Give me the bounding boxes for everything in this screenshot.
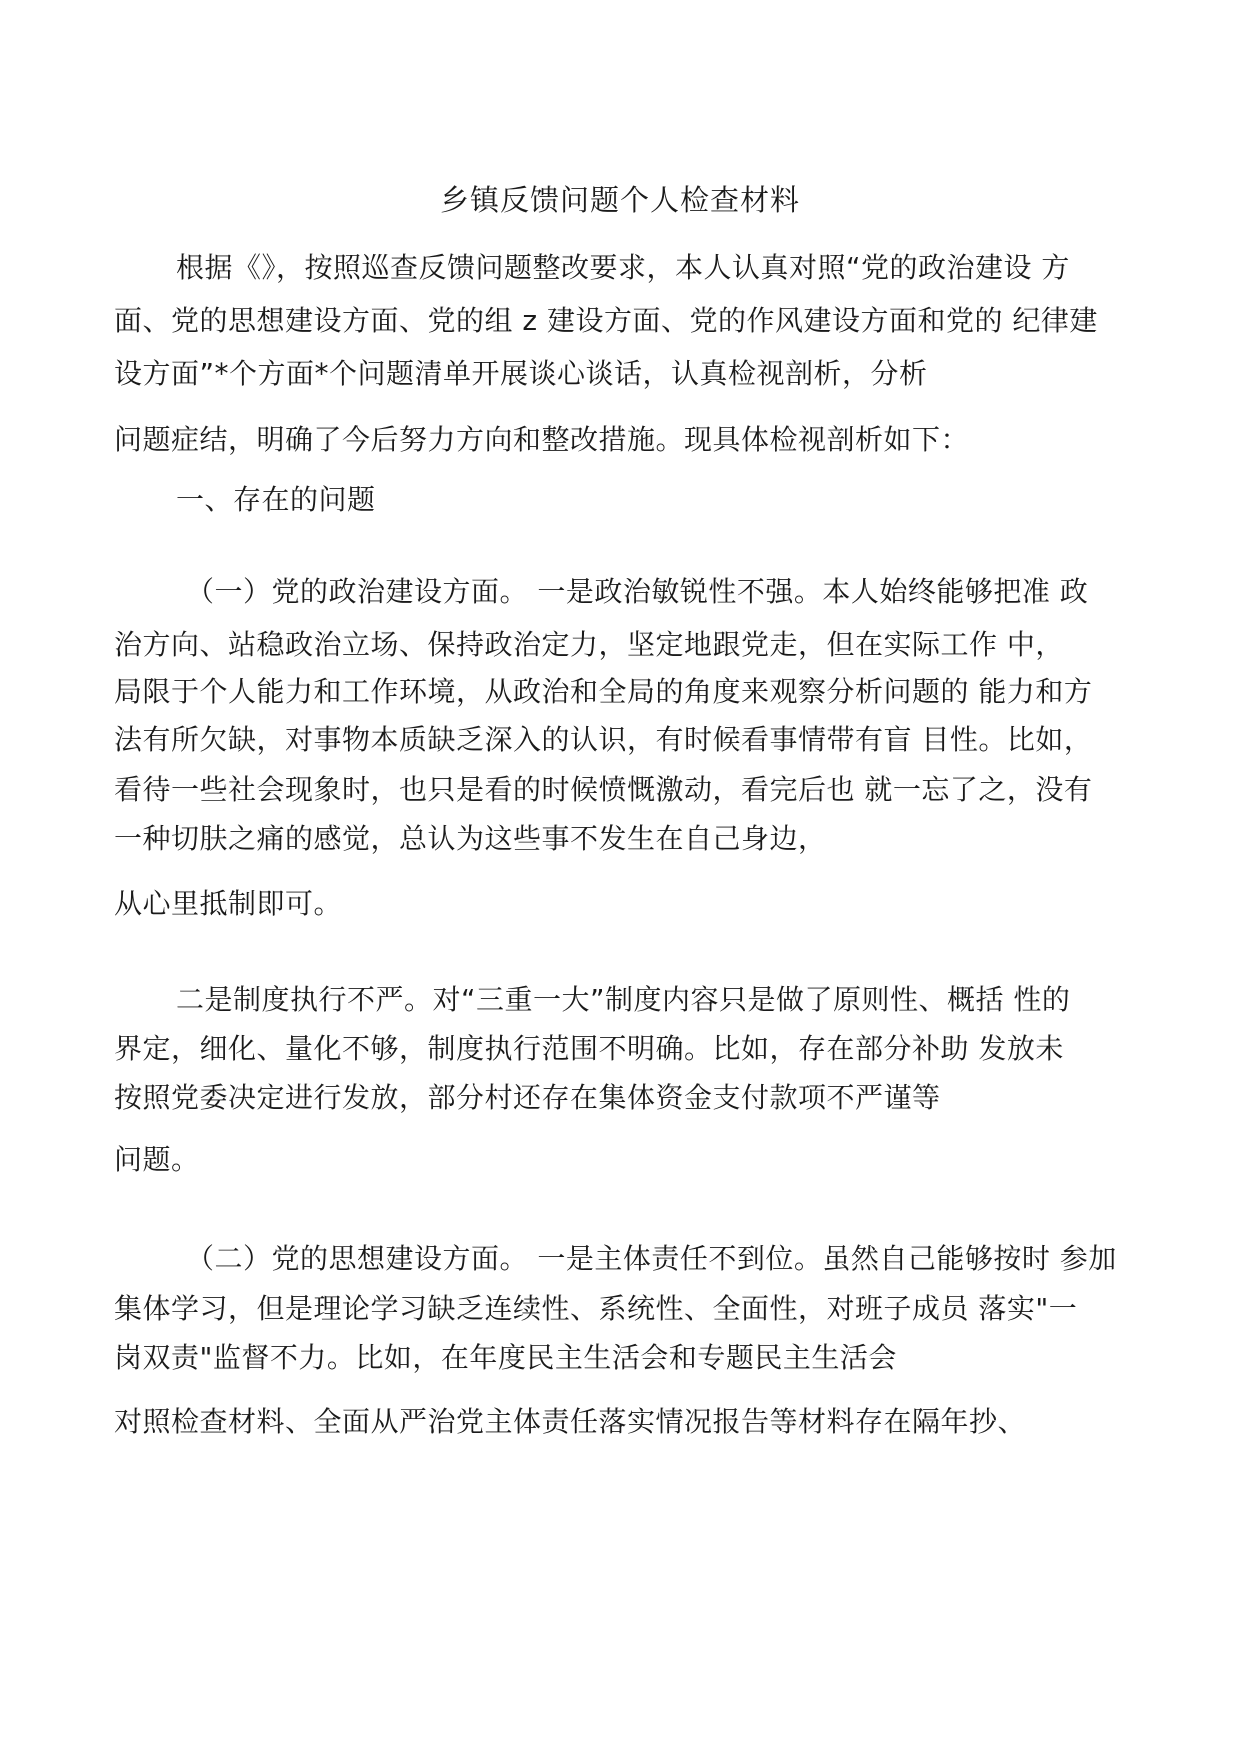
section-heading: 一、存在的问题 bbox=[176, 483, 376, 516]
paragraph-line: 面、党的思想建设方面、党的组 z 建设方面、党的作风建设方面和党的 纪律建 bbox=[114, 304, 1098, 337]
paragraph-line: 岗双责"监督不力。比如，在年度民主生活会和专题民主生活会 bbox=[114, 1341, 897, 1374]
paragraph-line: 集体学习，但是理论学习缺乏连续性、系统性、全面性，对班子成员 落实"一 bbox=[114, 1292, 1078, 1325]
paragraph-line: 问题症结，明确了今后努力方向和整改措施。现具体检视剖析如下： bbox=[114, 423, 970, 456]
paragraph-line: 根据《》，按照巡查反馈问题整改要求，本人认真对照“党的政治建设 方 bbox=[176, 251, 1070, 284]
paragraph-line: 设方面”*个方面*个问题清单开展谈心谈话，认真检视剖析，分析 bbox=[114, 357, 928, 390]
paragraph-line: 从心里抵制即可。 bbox=[114, 887, 343, 920]
paragraph-line: 二是制度执行不严。对“三重一大”制度内容只是做了原则性、概括 性的 bbox=[176, 983, 1071, 1016]
paragraph-line: 一种切肤之痛的感觉，总认为这些事不发生在自己身边， bbox=[114, 822, 827, 855]
paragraph-line: （一）党的政治建设方面。 一是政治敏锐性不强。本人始终能够把准 政 bbox=[186, 575, 1089, 608]
paragraph-line: （二）党的思想建设方面。 一是主体责任不到位。虽然自己能够按时 参加 bbox=[186, 1242, 1117, 1275]
paragraph-line: 问题。 bbox=[114, 1143, 200, 1176]
paragraph-line: 法有所欠缺，对事物本质缺乏深入的认识，有时候看事情带有盲 目性。比如， bbox=[114, 723, 1093, 756]
paragraph-line: 按照党委决定进行发放，部分村还存在集体资金支付款项不严谨等 bbox=[114, 1081, 941, 1114]
paragraph-line: 对照检查材料、全面从严治党主体责任落实情况报告等材料存在隔年抄、 bbox=[114, 1405, 1027, 1438]
paragraph-line: 看待一些社会现象时，也只是看的时候愤慨激动，看完后也 就一忘了之，没有 bbox=[114, 773, 1093, 806]
document-title: 乡镇反馈问题个人检查材料 bbox=[439, 183, 800, 217]
paragraph-line: 界定，细化、量化不够，制度执行范围不明确。比如，存在部分补助 发放未 bbox=[114, 1032, 1064, 1065]
paragraph-line: 局限于个人能力和工作环境，从政治和全局的角度来观察分析问题的 能力和方 bbox=[114, 675, 1093, 708]
paragraph-line: 治方向、站稳政治立场、保持政治定力，坚定地跟党走，但在实际工作 中， bbox=[114, 628, 1064, 661]
